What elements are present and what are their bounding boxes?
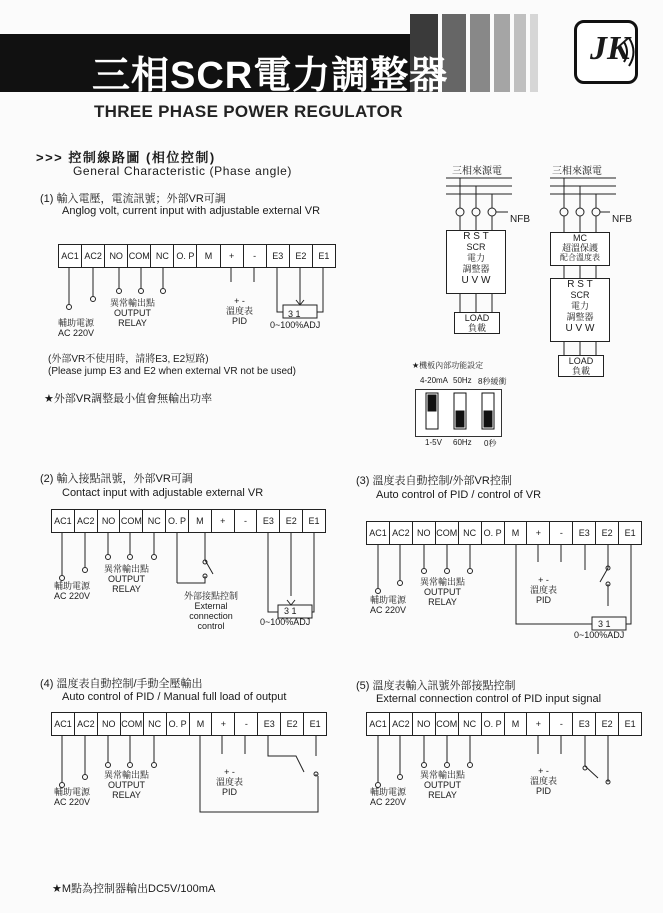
terminal: NO <box>98 510 121 532</box>
aux-power-label: 輔助電源 AC 220V <box>54 787 91 807</box>
terminal: E1 <box>624 528 636 538</box>
diagram4-wires <box>60 736 319 812</box>
terminal: NC <box>143 510 166 532</box>
diagram1-star-note: ★外部VR調整最小值會無輸出功率 <box>44 393 213 405</box>
terminal: E2 <box>596 713 619 735</box>
alarm-relay-label: 異常輸出點 OUTPUT RELAY <box>420 770 466 800</box>
diagram5-title: (5) 溫度表輸入訊號外部接點控制 <box>356 680 516 692</box>
diagram2-title: (2) 輸入接點訊號，外部VR可調 <box>40 473 193 485</box>
header-stripe <box>530 14 538 92</box>
terminal: - <box>235 713 258 735</box>
terminal: E2 <box>596 522 619 544</box>
section-heading: >>> 控制線路圖 (相位控制) <box>36 150 216 165</box>
terminal-strip-2 <box>51 509 326 533</box>
vr-pins: 3 1 <box>598 619 611 629</box>
terminal: AC1 <box>59 245 82 267</box>
pid-label: + - 溫度表 PID <box>530 766 558 796</box>
dip-title: ★機板內部功能設定 <box>412 361 484 370</box>
dip-bottom-label: 1-5V <box>425 438 442 447</box>
terminal: NO <box>105 245 128 267</box>
terminal: E2 <box>281 713 304 735</box>
terminal-strip-1 <box>58 244 336 268</box>
diagram3-wires <box>376 545 632 630</box>
vr-range-label: 0~100%ADJ <box>574 630 625 640</box>
external-contact-label: 外部接點控制 External connection control <box>184 591 239 631</box>
diagram1-wires <box>67 268 324 318</box>
alarm-relay-label: 異常輸出點 OUTPUT RELAY <box>104 564 150 594</box>
terminal: E2 <box>280 510 303 532</box>
terminal: M <box>190 713 213 735</box>
terminal: NO <box>98 713 121 735</box>
alarm-relay-label: 異常輸出點 OUTPUT RELAY <box>420 577 466 607</box>
terminal: AC2 <box>390 713 413 735</box>
terminal: COM <box>436 713 459 735</box>
dip-top-label: 50Hz <box>453 376 472 385</box>
dip-top-label: 8秒緩衝 <box>478 377 507 386</box>
terminal: COM <box>120 510 143 532</box>
header-stripe <box>470 14 490 92</box>
terminal: - <box>244 245 267 267</box>
vr-pins: 3 1 <box>288 309 301 319</box>
terminal: M <box>197 245 220 267</box>
terminal: NC <box>144 713 167 735</box>
terminal: AC1 <box>367 522 390 544</box>
dip-switch <box>415 389 502 437</box>
diagram3-title-en: Auto control of PID / control of VR <box>376 489 542 501</box>
scr-box: R S T SCR 電力 調整器 U V W <box>550 278 610 342</box>
load-box: LOAD 負載 <box>454 312 500 334</box>
diagram5-wires <box>376 736 611 788</box>
vr-range-label: 0~100%ADJ <box>270 320 321 330</box>
terminal: AC1 <box>52 510 75 532</box>
terminal-strip-3 <box>366 521 642 545</box>
terminal-strip-4 <box>51 712 327 736</box>
terminal: E1 <box>309 719 321 729</box>
terminal: NC <box>459 522 482 544</box>
terminal: M <box>189 510 212 532</box>
terminal: M <box>505 522 528 544</box>
terminal: NC <box>151 245 174 267</box>
page-subtitle: THREE PHASE POWER REGULATOR <box>94 102 403 121</box>
section-heading-en: General Characteristic (Phase angle) <box>73 164 293 178</box>
vr-pins: 3 1 <box>284 606 297 616</box>
terminal: NO <box>413 522 436 544</box>
terminal: AC1 <box>52 713 75 735</box>
terminal: E3 <box>573 522 596 544</box>
nfb-label: NFB <box>510 214 530 225</box>
terminal: AC2 <box>75 713 98 735</box>
terminal: NC <box>459 713 482 735</box>
terminal: O. P <box>482 713 505 735</box>
terminal: + <box>212 713 235 735</box>
scr-box: R S T SCR 電力 調整器 U V W <box>446 230 506 294</box>
footer-note: ★M點為控制器輸出DC5V/100mA <box>52 883 216 895</box>
vr-range-label: 0~100%ADJ <box>260 617 311 627</box>
terminal: AC1 <box>367 713 390 735</box>
supply-label: 三相來源電 <box>552 166 602 177</box>
terminal: COM <box>128 245 151 267</box>
terminal: O. P <box>174 245 197 267</box>
terminal-strip-5 <box>366 712 642 736</box>
terminal: E3 <box>257 510 280 532</box>
terminal: E3 <box>267 245 290 267</box>
diagram1-title: (1) 輸入電壓，電流訊號；外部VR可調 <box>40 193 226 205</box>
supply-label: 三相來源電 <box>452 166 502 177</box>
terminal: E2 <box>290 245 313 267</box>
terminal: - <box>235 510 258 532</box>
terminal: M <box>505 713 528 735</box>
dip-top-label: 4-20mA <box>420 376 449 385</box>
diagram1-note: (外部VR不使用時，請將E3, E2短路) <box>48 354 209 365</box>
terminal: - <box>550 522 573 544</box>
terminal: E1 <box>318 251 330 261</box>
diagram4-title-en: Auto control of PID / Manual full load of output <box>62 691 287 703</box>
terminal: COM <box>121 713 144 735</box>
aux-power-label: 輔助電源 AC 220V <box>370 787 407 807</box>
terminal: + <box>221 245 244 267</box>
diagram5-title-en: External connection control of PID input signal <box>376 693 602 705</box>
terminal: NO <box>413 713 436 735</box>
logo-text: JK <box>590 30 630 67</box>
alarm-relay-label: 異常輸出點 OUTPUT RELAY <box>104 770 150 800</box>
diagram4-title: (4) 溫度表自動控制/手動全壓輸出 <box>40 678 203 690</box>
aux-power-label: 輔助電源 AC 220V <box>370 595 407 615</box>
load-box: LOAD 負載 <box>558 355 604 377</box>
terminal: O. P <box>482 522 505 544</box>
nfb-label: NFB <box>612 214 632 225</box>
diagram3-title: (3) 溫度表自動控制/外部VR控制 <box>356 475 512 487</box>
diagram1-note-en: (Please jump E3 and E2 when external VR not be used) <box>48 366 296 377</box>
terminal: + <box>527 713 550 735</box>
diagram1-title-en: Anglog volt, current input with adjustable external VR <box>62 205 321 217</box>
header-stripe <box>514 14 526 92</box>
terminal: - <box>550 713 573 735</box>
terminal: E1 <box>308 516 320 526</box>
header-stripe <box>494 14 510 92</box>
dip-bottom-label: 60Hz <box>453 438 472 447</box>
terminal: E1 <box>624 719 636 729</box>
aux-power-label: 輔助電源 AC 220V <box>54 581 91 601</box>
page-title: 三相SCR電力調整器 <box>92 55 449 97</box>
terminal: O. P <box>166 510 189 532</box>
terminal: AC2 <box>82 245 105 267</box>
diagram2-title-en: Contact input with adjustable external VR <box>62 487 264 499</box>
alarm-relay-label: 異常輸出點 OUTPUT RELAY <box>110 298 156 328</box>
pid-label: + - 溫度表 PID <box>216 767 244 797</box>
aux-power-label: 輔助電源 AC 220V <box>58 318 95 338</box>
terminal: + <box>527 522 550 544</box>
pid-label: + - 溫度表 PID <box>226 296 254 326</box>
terminal: AC2 <box>390 522 413 544</box>
mc-box: MC 超溫保護 配合溫度表 <box>550 232 610 266</box>
dip-bottom-label: 0秒 <box>484 439 497 448</box>
terminal: AC2 <box>75 510 98 532</box>
terminal: E3 <box>258 713 281 735</box>
terminal: + <box>212 510 235 532</box>
terminal: COM <box>436 522 459 544</box>
terminal: O. P <box>167 713 190 735</box>
terminal: E3 <box>573 713 596 735</box>
pid-label: + - 溫度表 PID <box>530 575 558 605</box>
